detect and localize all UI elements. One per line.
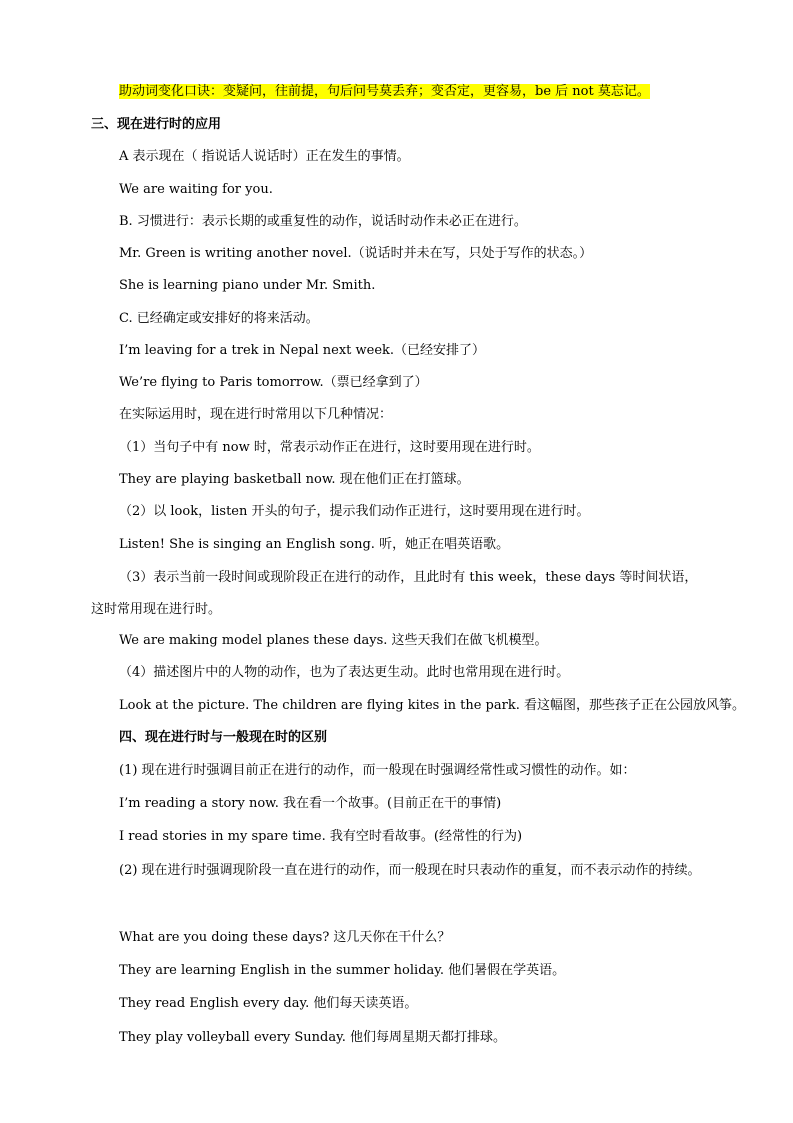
section-3-heading: 三、现在进行时的应用 — [91, 117, 222, 132]
sec4-point-2-example-1: What are you doing these days? 这几天你在干什么？ — [119, 930, 451, 945]
sec3-item-b-example-2: She is learning piano under Mr. Smith. — [119, 278, 376, 293]
usage-2-example: Listen! She is singing an English song. 听，她正在唱英语歌。 — [119, 537, 510, 552]
sec4-point-1: (1) 现在进行时强调目前正在进行的动作，而一般现在时强调经常性或习惯性的动作。如： — [119, 763, 636, 778]
sec3-item-b-example-1: Mr. Green is writing another novel.（说话时并未在写，只处于写作的状态。） — [119, 246, 593, 261]
sec4-point-2-example-2: They are learning English in the summer holiday. 他们暑假在学英语。 — [119, 963, 566, 978]
usage-4-example: Look at the picture. The children are flying kites in the park. 看这幅图，那些孩子正在公园放风筝。 — [119, 698, 745, 713]
section-4-heading: 四、现在进行时与一般现在时的区别 — [119, 730, 328, 745]
usage-4: （4）描述图片中的人物的动作，也为了表达更生动。此时也常用现在进行时。 — [119, 665, 570, 680]
usage-3: （3）表示当前一段时间或现阶段正在进行的动作，且此时有 this week，these days 等时间状语，这时常用现在进行时。 — [91, 570, 698, 617]
mnemonic-highlight: 助动词变化口诀：变疑问，往前提，句后问号莫丢弃；变否定，更容易，be 后 not 莫忘记。 — [119, 84, 650, 99]
usage-2: （2）以 look，listen 开头的句子，提示我们动作正进行，这时要用现在进行时。 — [119, 504, 590, 519]
usage-1: （1）当句子中有 now 时，常表示动作正在进行，这时要用现在进行时。 — [119, 440, 540, 455]
mnemonic-line — [119, 82, 707, 102]
sec3-item-b: B. 习惯进行：表示长期的或重复性的动作，说话时动作未必正在进行。 — [119, 214, 527, 229]
sec4-point-2: (2) 现在进行时强调现阶段一直在进行的动作，而一般现在时只表动作的重复，而不表示动作的持续。 — [119, 863, 701, 878]
sec4-point-1-example-1: I’m reading a story now. 我在看一个故事。(目前正在干的事情) — [119, 796, 502, 811]
usage-3-example: We are making model planes these days. 这些天我们在做飞机模型。 — [119, 633, 548, 648]
usage-1-example: They are playing basketball now. 现在他们正在打篮球。 — [119, 472, 470, 487]
sec3-item-a: A 表示现在（ 指说话人说话时）正在发生的事情。 — [119, 149, 410, 164]
usage-intro: 在实际运用时，现在进行时常用以下几种情况： — [119, 407, 393, 422]
sec4-point-1-example-2: I read stories in my spare time. 我有空时看故事。(经常性的行为) — [119, 829, 523, 844]
sec3-item-c: C. 已经确定或安排好的将来活动。 — [119, 311, 319, 326]
sec3-item-a-example-1: We are waiting for you. — [119, 182, 273, 197]
sec4-point-2-example-3: They read English every day. 他们每天读英语。 — [119, 996, 418, 1011]
sec3-item-c-example-1: I’m leaving for a trek in Nepal next week.（已经安排了） — [119, 343, 486, 358]
sec4-point-2-example-4: They play volleyball every Sunday. 他们每周星期天都打排球。 — [119, 1030, 506, 1045]
sec3-item-c-example-2: We’re flying to Paris tomorrow.（票已经拿到了） — [119, 375, 428, 390]
